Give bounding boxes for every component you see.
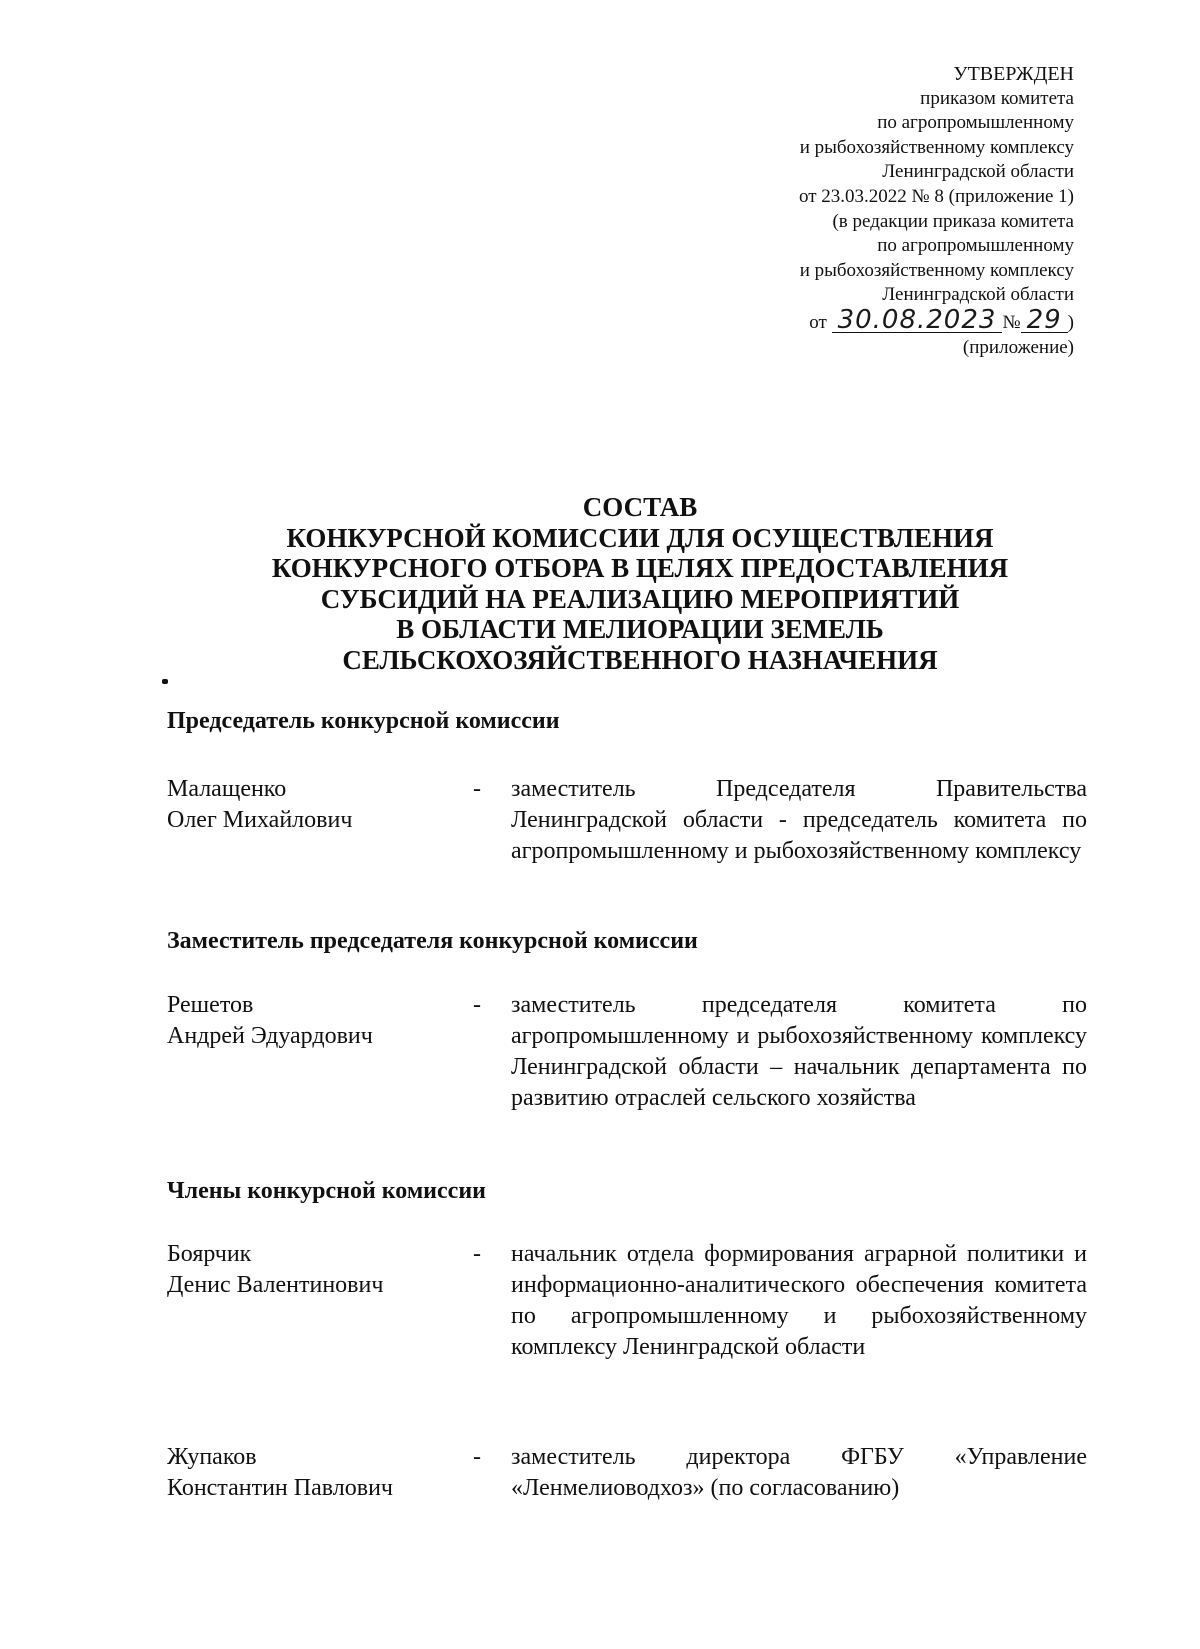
handwritten-number: 29 — [1021, 308, 1068, 333]
person-given-name: Андрей Эдуардович — [167, 1023, 373, 1049]
date-suffix: ) — [1067, 311, 1074, 333]
person-position: начальник отдела формирования аграрной политики и информационно-аналитического обеспечения комитета по агропромышленному и рыбохозяйственному комплексу Ленинградской области — [511, 1241, 1087, 1360]
title-line: КОНКУРСНОГО ОТБОРА В ЦЕЛЯХ ПРЕДОСТАВЛЕНИЯ — [271, 553, 1009, 583]
approval-line: и рыбохозяйственному комплексу — [799, 136, 1074, 158]
approval-line: от 23.03.2022 № 8 (приложение 1) — [798, 185, 1074, 207]
person-position: заместитель Председателя Правительства Ленинградской области - председатель комитета по агропромышленному и рыбохозяйственному комплексу — [511, 776, 1087, 864]
person-surname: Боярчик — [167, 1241, 252, 1267]
approval-line: и рыбохозяйственному комплексу — [799, 259, 1074, 281]
scan-speck — [162, 679, 168, 684]
title-line: СУБСИДИЙ НА РЕАЛИЗАЦИЮ МЕРОПРИЯТИЙ — [320, 583, 960, 614]
approval-line-appendix: (приложение) — [962, 336, 1074, 358]
chair-heading: Председатель конкурсной комиссии — [167, 708, 560, 734]
title-line: СЕЛЬСКОХОЗЯЙСТВЕННОГО НАЗНАЧЕНИЯ — [342, 644, 938, 675]
person-given-name: Константин Павлович — [167, 1475, 393, 1501]
number-sign: № — [1002, 311, 1021, 333]
handwritten-date: 30.08.2023 — [832, 308, 1003, 333]
approval-line: приказом комитета — [920, 87, 1074, 109]
title-line: КОНКУРСНОЙ КОМИССИИ ДЛЯ ОСУЩЕСТВЛЕНИЯ — [286, 522, 994, 553]
entry-dash: - — [473, 776, 481, 802]
entry-dash: - — [473, 1241, 481, 1267]
title-line: СОСТАВ — [582, 492, 698, 522]
person-name — [167, 1442, 467, 1504]
entry-dash: - — [473, 992, 481, 1018]
approval-line: по агропромышленному — [877, 235, 1074, 257]
entry-dash: - — [473, 1444, 481, 1470]
person-name — [167, 1239, 467, 1301]
approval-line: Ленинградской области — [882, 284, 1074, 306]
person-position: заместитель председателя комитета по агропромышленному и рыбохозяйственному комплексу Ленинградской области – начальник департамента по развитию отраслей сельского хозяйства — [511, 992, 1087, 1111]
person-surname: Малащенко — [167, 776, 287, 802]
approval-stamp-block — [799, 62, 1074, 360]
approval-line-approved: УТВЕРЖДЕН — [953, 63, 1074, 85]
title-line: В ОБЛАСТИ МЕЛИОРАЦИИ ЗЕМЕЛЬ — [396, 614, 884, 644]
person-name — [167, 990, 467, 1052]
person-surname: Жупаков — [167, 1444, 257, 1470]
person-name — [167, 774, 467, 836]
person-given-name: Денис Валентинович — [167, 1272, 384, 1298]
person-given-name: Олег Михайлович — [167, 807, 353, 833]
approval-line: Ленинградской области — [882, 161, 1074, 183]
date-prefix: от — [809, 311, 827, 333]
person-surname: Решетов — [167, 992, 254, 1018]
person-position: заместитель директора ФГБУ «Управление «Ленмелиоводхоз» (по согласованию) — [511, 1444, 1087, 1501]
members-heading: Члены конкурсной комиссии — [167, 1178, 486, 1204]
approval-line: по агропромышленному — [877, 112, 1074, 134]
deputy-heading: Заместитель председателя конкурсной комиссии — [167, 928, 698, 954]
approval-line: (в редакции приказа комитета — [832, 210, 1074, 232]
approval-date-line — [809, 304, 1074, 336]
document-title — [0, 492, 1200, 675]
